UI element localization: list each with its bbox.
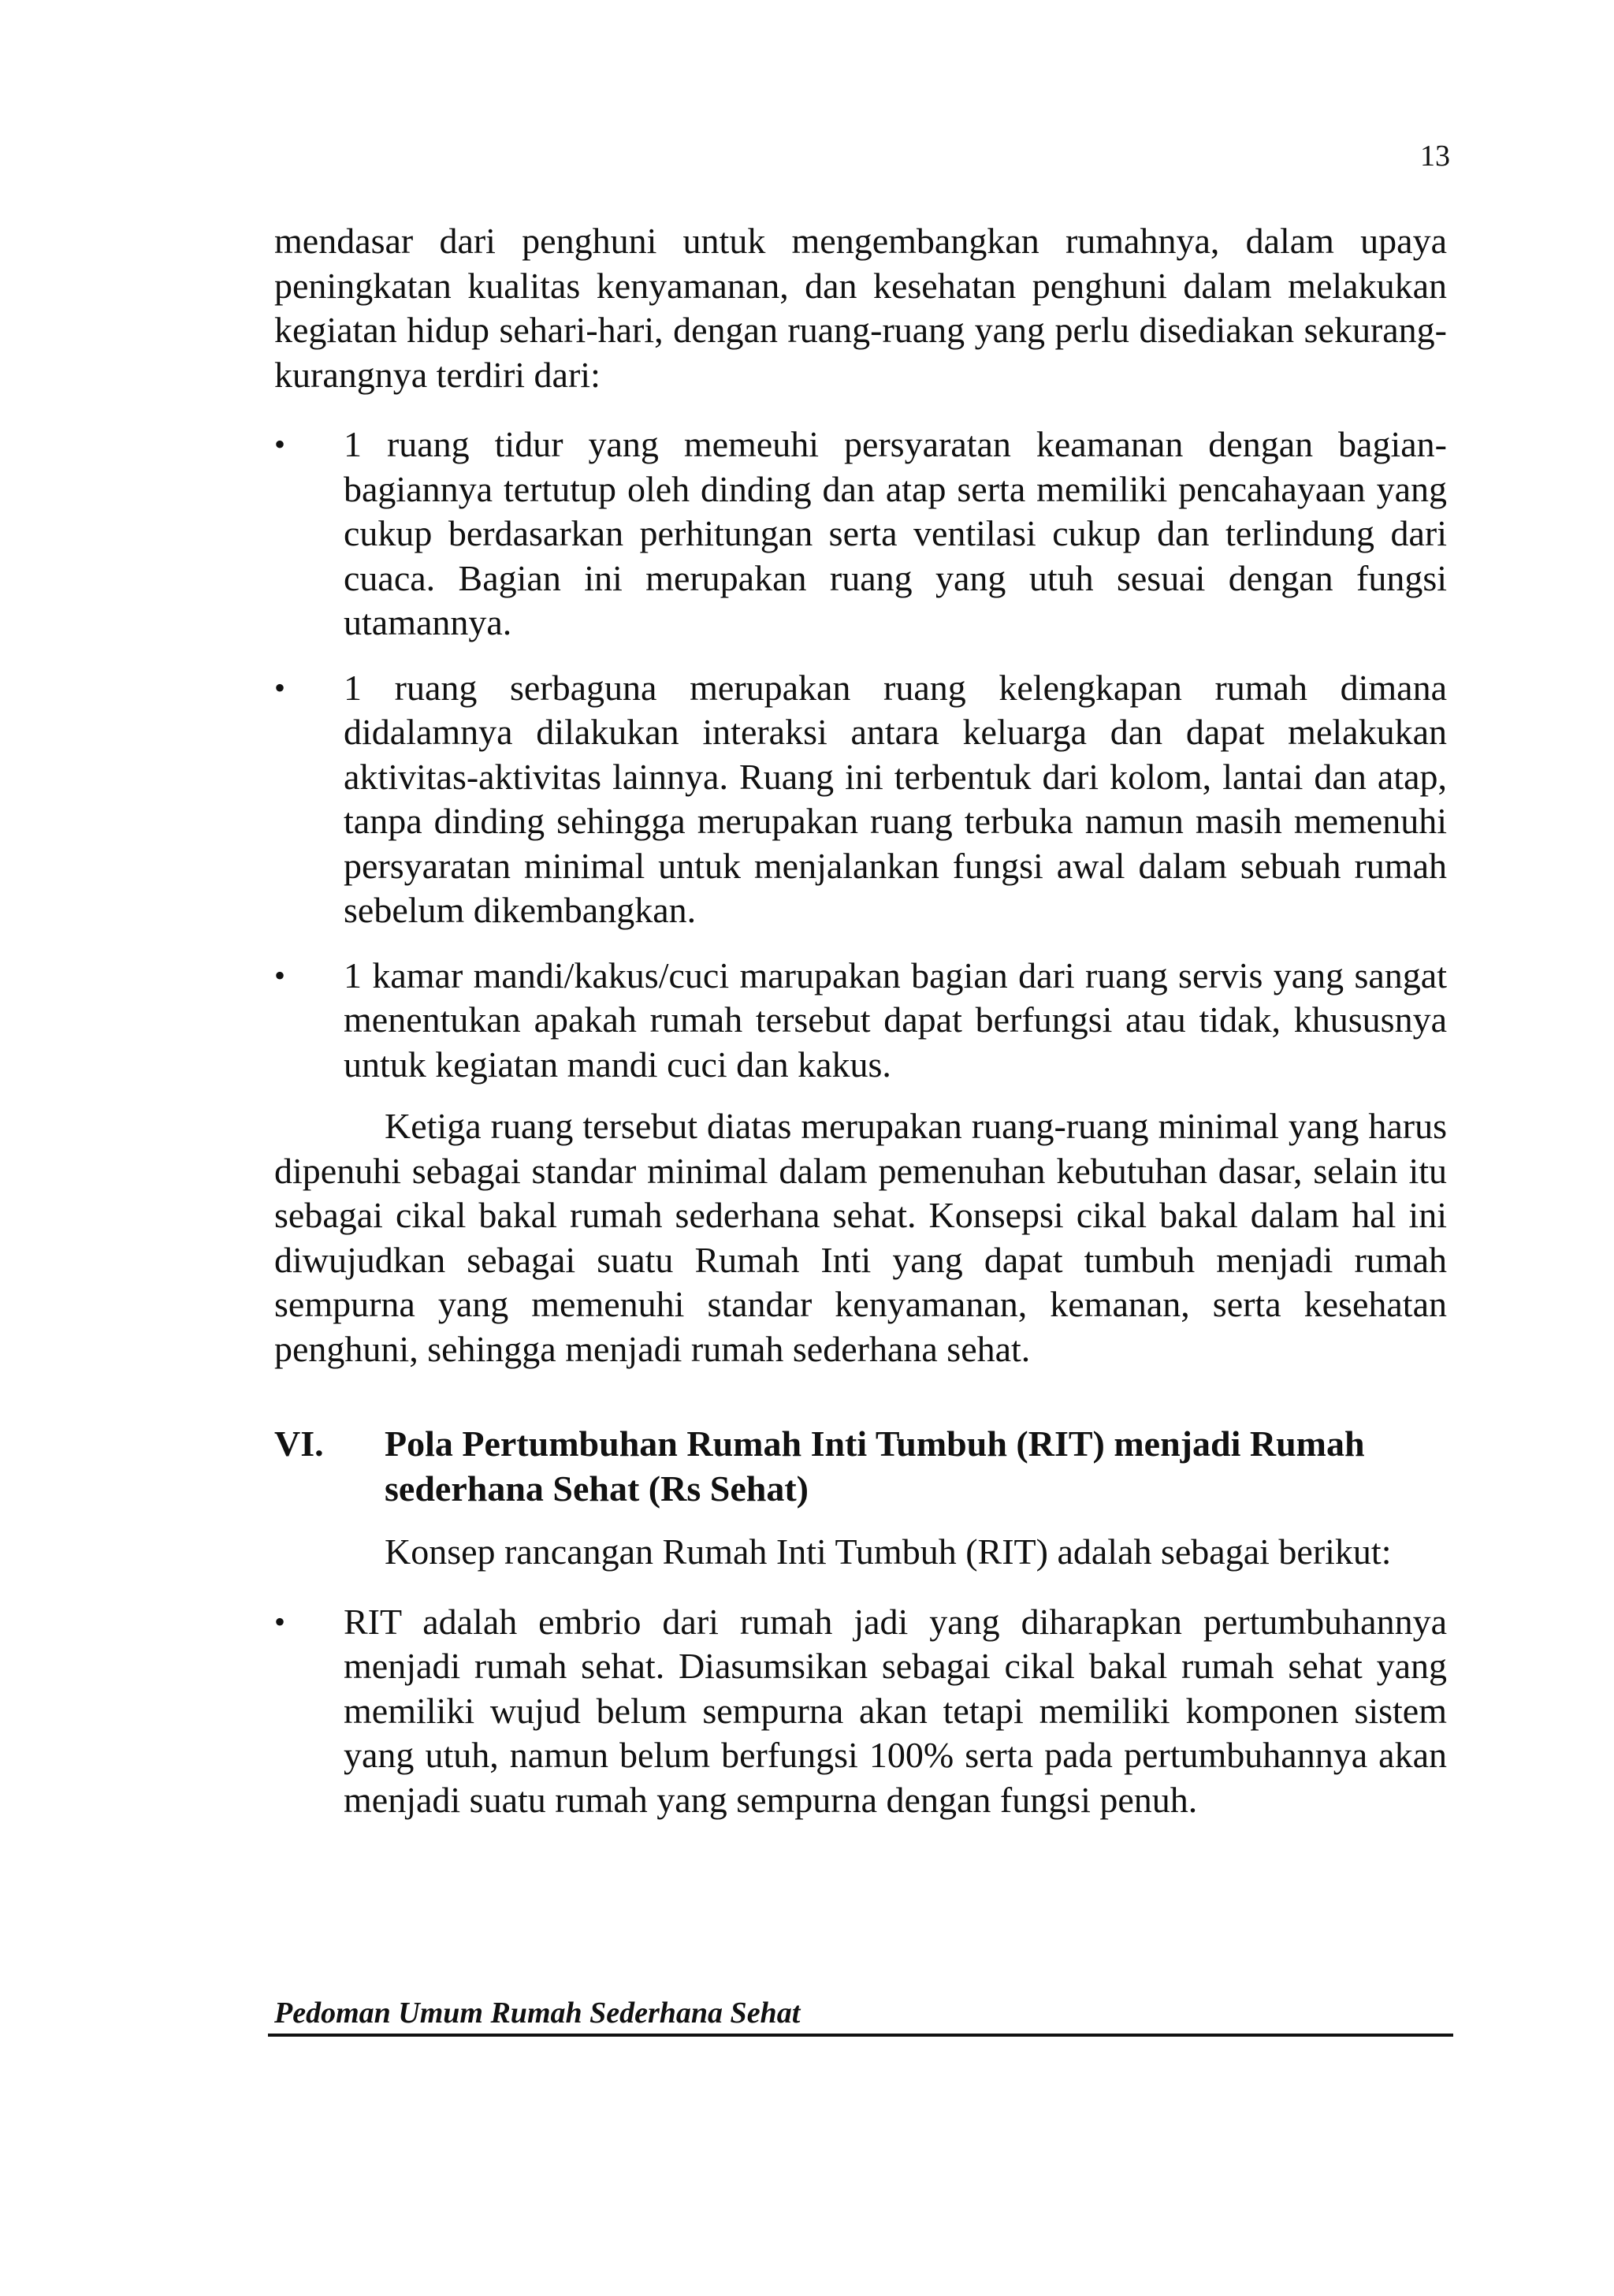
section-heading [274,1422,1447,1511]
list-item [274,422,1447,646]
list-item [274,666,1447,933]
list-item-text: 1 ruang serbaguna merupakan ruang kelengkapan rumah dimana didalamnya dilakukan interaksi antara keluarga dan dapat melakukan aktivitas-aktivitas lainnya. Ruang ini terbentuk dari kolom, lantai dan atap, tanpa dinding sehingga merupakan ruang terbuka namun masih memenuhi persyaratan minimal untuk menjalankan fungsi awal dalam sebuah rumah sebelum dikembangkan. [344,667,1447,930]
list-item-text: 1 kamar mandi/kakus/cuci marupakan bagian dari ruang servis yang sangat menentukan apakah rumah tersebut dapat berfungsi atau tidak, khususnya untuk kegiatan mandi cuci dan kakus. [344,954,1447,1085]
intro-paragraph: mendasar dari penghuni untuk mengembangkan rumahnya, dalam upaya peningkatan kualitas kenyamanan, dan kesehatan penghuni dalam melakukan kegiatan hidup sehari-hari, dengan ruang-ruang yang perlu disediakan sekurang-kurangnya terdiri dari: [274,221,1447,395]
list-item [274,1600,1447,1823]
footer-title: Pedoman Umum Rumah Sederhana Sehat [274,1996,801,2030]
section-intro-paragraph: Konsep rancangan Rumah Inti Tumbuh (RIT) adalah sebagai berikut: [385,1531,1392,1572]
list-item-text: RIT adalah embrio dari rumah jadi yang diharapkan pertumbuhannya menjadi rumah sehat. Diasumsikan sebagai cikal bakal rumah sehat yang memiliki wujud belum sempurna akan tetapi memiliki komponen sistem yang utuh, namun belum berfungsi 100% serta pada pertumbuhannya akan menjadi suatu rumah yang sempurna dengan fungsi penuh. [344,1601,1447,1820]
list-item [274,954,1447,1088]
section-number: VI. [274,1423,324,1464]
bullet-icon: • [274,957,286,993]
bullet-icon: • [274,426,286,462]
page-number: 13 [1420,140,1450,173]
page-footer [268,1996,1453,2037]
bullet-icon: • [274,1603,286,1639]
summary-paragraph: Ketiga ruang tersebut diatas merupakan ruang-ruang minimal yang harus dipenuhi sebagai standar minimal dalam pemenuhan kebutuhan dasar, selain itu sebagai cikal bakal rumah sederhana sehat. Konsepsi cikal bakal dalam hal ini diwujudkan sebagai suatu Rumah Inti yang dapat tumbuh menjadi rumah sempurna yang memenuhi standar kenyamanan, kemanan, serta kesehatan penghuni, sehingga menjadi rumah sederhana sehat. [274,1106,1447,1369]
section-title: Pola Pertumbuhan Rumah Inti Tumbuh (RIT) menjadi Rumah sederhana Sehat (Rs Sehat) [385,1423,1365,1509]
bullet-icon: • [274,669,286,705]
concept-list [274,1600,1447,1823]
room-list [274,422,1447,1087]
list-item-text: 1 ruang tidur yang memeuhi persyaratan keamanan dengan bagian-bagiannya tertutup oleh dinding dan atap serta memiliki pencahayaan yang cukup berdasarkan perhitungan serta ventilasi cukup dan terlindung dari cuaca. Bagian ini merupakan ruang yang utuh sesuai dengan fungsi utamannya. [344,424,1447,642]
page-body [274,219,1447,1822]
